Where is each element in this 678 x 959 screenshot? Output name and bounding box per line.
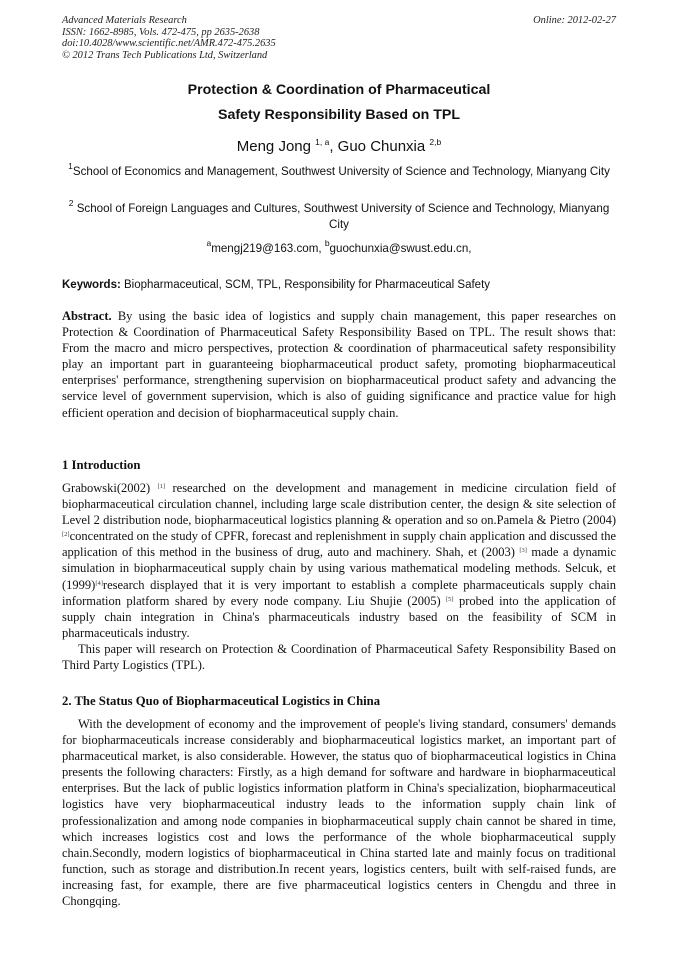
email-mark: b (324, 238, 330, 248)
online-date: Online: 2012-02-27 (533, 15, 616, 26)
citation-ref[interactable]: [1] (157, 483, 166, 490)
issn-line: ISSN: 1662-8985, Vols. 472-475, pp 2635-2638 (62, 26, 260, 38)
citation-ref[interactable]: [3] (519, 547, 527, 555)
affiliation-text: School of Foreign Languages and Cultures, Southwest University of Science and Technology, Mianyang City (76, 202, 610, 231)
affiliation-2 (62, 198, 616, 233)
affiliation-text: School of Economics and Management, Southwest University of Science and Technology, Mianyang City (72, 165, 610, 178)
author-affiliation-mark: 1, a (315, 137, 330, 147)
paper-title-line-1: Protection & Coordination of Pharmaceutical (187, 82, 491, 98)
affiliation-mark: 2 (68, 198, 74, 208)
keywords-text: Biopharmaceutical, SCM, TPL, Responsibility for Pharmaceutical Safety (120, 279, 491, 291)
keywords-label: Keywords: (62, 279, 121, 291)
text-run: Grabowski(2002) (62, 481, 158, 495)
paragraph: This paper will research on Protection & Coordination of Pharmaceutical Safety Responsibility Based on Third Party Logistics (TPL). (62, 641, 616, 673)
paper-title-line-2: Safety Responsibility Based on TPL (217, 107, 461, 123)
abstract-label: Abstract. (62, 309, 112, 323)
paragraph (62, 480, 616, 641)
citation-ref[interactable]: [2] (62, 531, 70, 539)
email-line (62, 238, 616, 257)
keywords (62, 279, 616, 291)
citation-ref[interactable]: [4] (95, 579, 103, 587)
author-name: Guo Chunxia (337, 138, 426, 155)
author-affiliation-mark: 2,b (429, 137, 442, 147)
text-run: research displayed that it is very important to establish a complete pharmaceuticals supply chain information platform shared by every node company. Liu Shujie (2005) (62, 577, 616, 608)
email-link[interactable]: mengj219@163.com, (211, 242, 325, 255)
citation-ref[interactable]: [5] (446, 595, 454, 603)
email-link[interactable]: guochunxia@swust.edu.cn, (329, 242, 472, 255)
author-name: Meng Jong (236, 138, 311, 155)
author-list (62, 138, 616, 155)
paragraph: With the development of economy and the improvement of people's living standard, consumers' demands for biopharmaceuticals increase considerably and biopharmaceutical logistics market, an important part of pharmaceutical market, is also considerable. However, the status quo of biopharmaceutical logistics in China presents the following characters: Firstly, as a high demand for software and hardware in biopharmaceutical enterprises. But the lack of public logistics information platform in China's specialization, biopharmaceutical logistics have very biopharmaceutical industry leads to the information supply chain link of professionalization and among node companies in biopharmaceutical supply chain cannot be shared in time, which increases logistics cost and lows the performance of the whole biopharmaceutical supply chain.Secondly, modern logistics of biopharmaceutical in China started late and mainly focus on traditional function, such as storage and distribution.In recent years, logistics centers, built with self-raised funds, are increasing fast, for example, there are five pharmaceutical logistics centers in Chengdu and three in Chongqing. (62, 717, 616, 909)
section-introduction (62, 480, 616, 673)
author-separator: , (329, 138, 338, 155)
text-run: concentrated on the study of CPFR, forecast and replenishment in supply chain application and discussed the application of this method in the business of drug, auto and machinery. Shah, et (2003) (62, 529, 616, 560)
affiliation-1 (62, 161, 616, 180)
section-heading-status-quo: 2. The Status Quo of Biopharmaceutical Logistics in China (62, 694, 381, 708)
text-run: made a dynamic simulation in biopharmaceutical supply chain by using various mathematical modeling methods. Selcuk, et (1999) (62, 545, 616, 592)
abstract (62, 308, 616, 421)
abstract-text: By using the basic idea of logistics and supply chain management, this paper researches on Protection & Coordination of Pharmaceutical Safety Responsibility Based on TPL. The result shows that: From the macro and micro perspectives, protection & coordination of pharmaceutical safety responsibility play an important part in guaranteeing biopharmaceutical product safety, promoting biopharmaceutical enterprises' performance, strengthening supervision on biopharmaceutical product safety and advancing the service level of government supervision, which is also of guiding significance and practice value for high efficient operation and decision of biopharmaceutical supply chain. (62, 309, 616, 420)
email-mark: a (206, 238, 212, 248)
text-run: researched on the development and management in medicine circulation field of biopharmaceutical circulation channel, including large scale distribution center, the design & site selection of Level 2 distribution node, biopharmaceutical logistics planning & operation and so on.Pamela & Pietro (2004) (62, 481, 616, 528)
section-status-quo (62, 716, 616, 909)
doi-line: doi:10.4028/www.scientific.net/AMR.472-475.2635 (62, 38, 276, 50)
copyright-line: © 2012 Trans Tech Publications Ltd, Switzerland (62, 49, 268, 61)
section-heading-introduction: 1 Introduction (62, 458, 141, 472)
affiliation-mark: 1 (68, 161, 73, 171)
journal-name: Advanced Materials Research (62, 15, 187, 26)
journal-header (62, 15, 616, 61)
text-run: probed into the application of supply chain integration in China's pharmaceuticals industry based on the feasibility of SCM in pharmaceuticals industry. (62, 593, 616, 640)
